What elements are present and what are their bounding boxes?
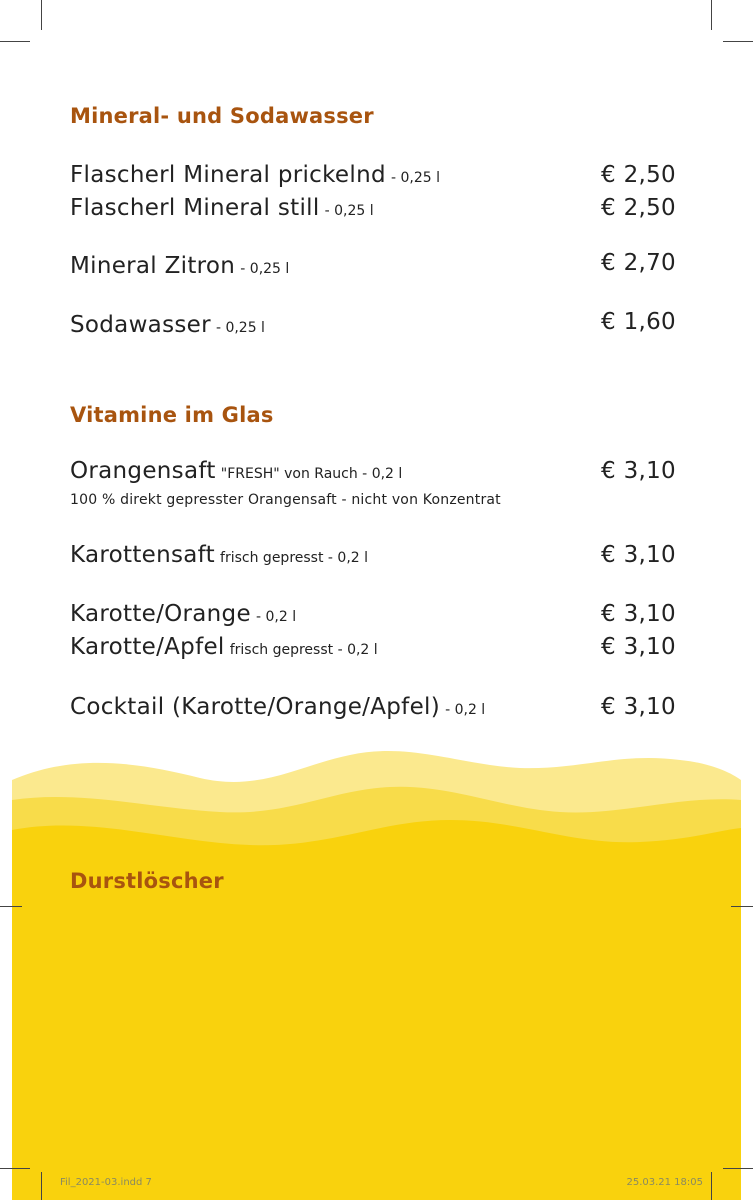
- crop-mark: [711, 0, 712, 30]
- item-detail: - 0,2 l: [256, 609, 297, 625]
- item-detail: - 0,2 l: [445, 702, 486, 718]
- crop-mark: [723, 41, 753, 42]
- item-price: € 3,10: [601, 694, 676, 720]
- item-price: € 3,10: [601, 634, 676, 660]
- crop-mark: [0, 41, 30, 42]
- menu-item: [70, 195, 676, 227]
- item-detail: - 0,25 l: [324, 203, 374, 219]
- item-name: Mineral Zitron: [70, 253, 236, 279]
- item-detail: - 0,25 l: [390, 170, 440, 186]
- item-detail: - 0,25 l: [215, 320, 265, 336]
- item-name: Karottensaft: [70, 542, 215, 568]
- crop-mark: [723, 1168, 753, 1169]
- menu-item: [70, 542, 676, 574]
- menu-item: [70, 634, 676, 666]
- item-detail: frisch gepresst - 0,2 l: [220, 550, 369, 566]
- item-price: € 3,10: [601, 542, 676, 568]
- menu-item: [70, 601, 676, 633]
- item-detail: - 0,25 l: [240, 261, 290, 277]
- date-slug: 25.03.21 18:05: [626, 1177, 703, 1188]
- file-slug: Fil_2021-03.indd 7: [60, 1177, 152, 1188]
- menu-item: [70, 250, 676, 285]
- item-name: Karotte/Apfel: [70, 634, 225, 660]
- item-price: € 1,60: [601, 309, 676, 335]
- item-detail: "FRESH" von Rauch - 0,2 l: [220, 466, 403, 482]
- section-title-mineral: Mineral- und Sodawasser: [70, 104, 374, 128]
- crop-mark: [731, 906, 753, 907]
- item-name: Cocktail (Karotte/Orange/Apfel): [70, 694, 440, 720]
- crop-mark: [41, 0, 42, 30]
- menu-item: [70, 694, 676, 726]
- item-detail: frisch gepresst - 0,2 l: [229, 642, 378, 658]
- item-name: Karotte/Orange: [70, 601, 251, 627]
- menu-item: [70, 309, 676, 344]
- item-note: 100 % direkt gepresster Orangensaft - nicht von Konzentrat: [70, 492, 501, 508]
- item-name: Orangensaft: [70, 458, 216, 484]
- item-price: € 2,70: [601, 250, 676, 276]
- menu-item: [70, 458, 676, 490]
- item-price: € 2,50: [601, 195, 676, 221]
- crop-mark: [711, 1172, 712, 1200]
- menu-item: [70, 162, 676, 194]
- item-price: € 3,10: [601, 601, 676, 627]
- crop-mark: [0, 1168, 30, 1169]
- item-name: Flascherl Mineral still: [70, 195, 320, 221]
- section-title-vitamine: Vitamine im Glas: [70, 403, 274, 427]
- item-name: Sodawasser: [70, 312, 211, 338]
- crop-mark: [41, 1172, 42, 1200]
- item-name: Flascherl Mineral prickelnd: [70, 162, 386, 188]
- section-title-durstloescher: Durstlöscher: [70, 869, 224, 893]
- item-price: € 2,50: [601, 162, 676, 188]
- item-price: € 3,10: [601, 458, 676, 484]
- crop-mark: [0, 906, 22, 907]
